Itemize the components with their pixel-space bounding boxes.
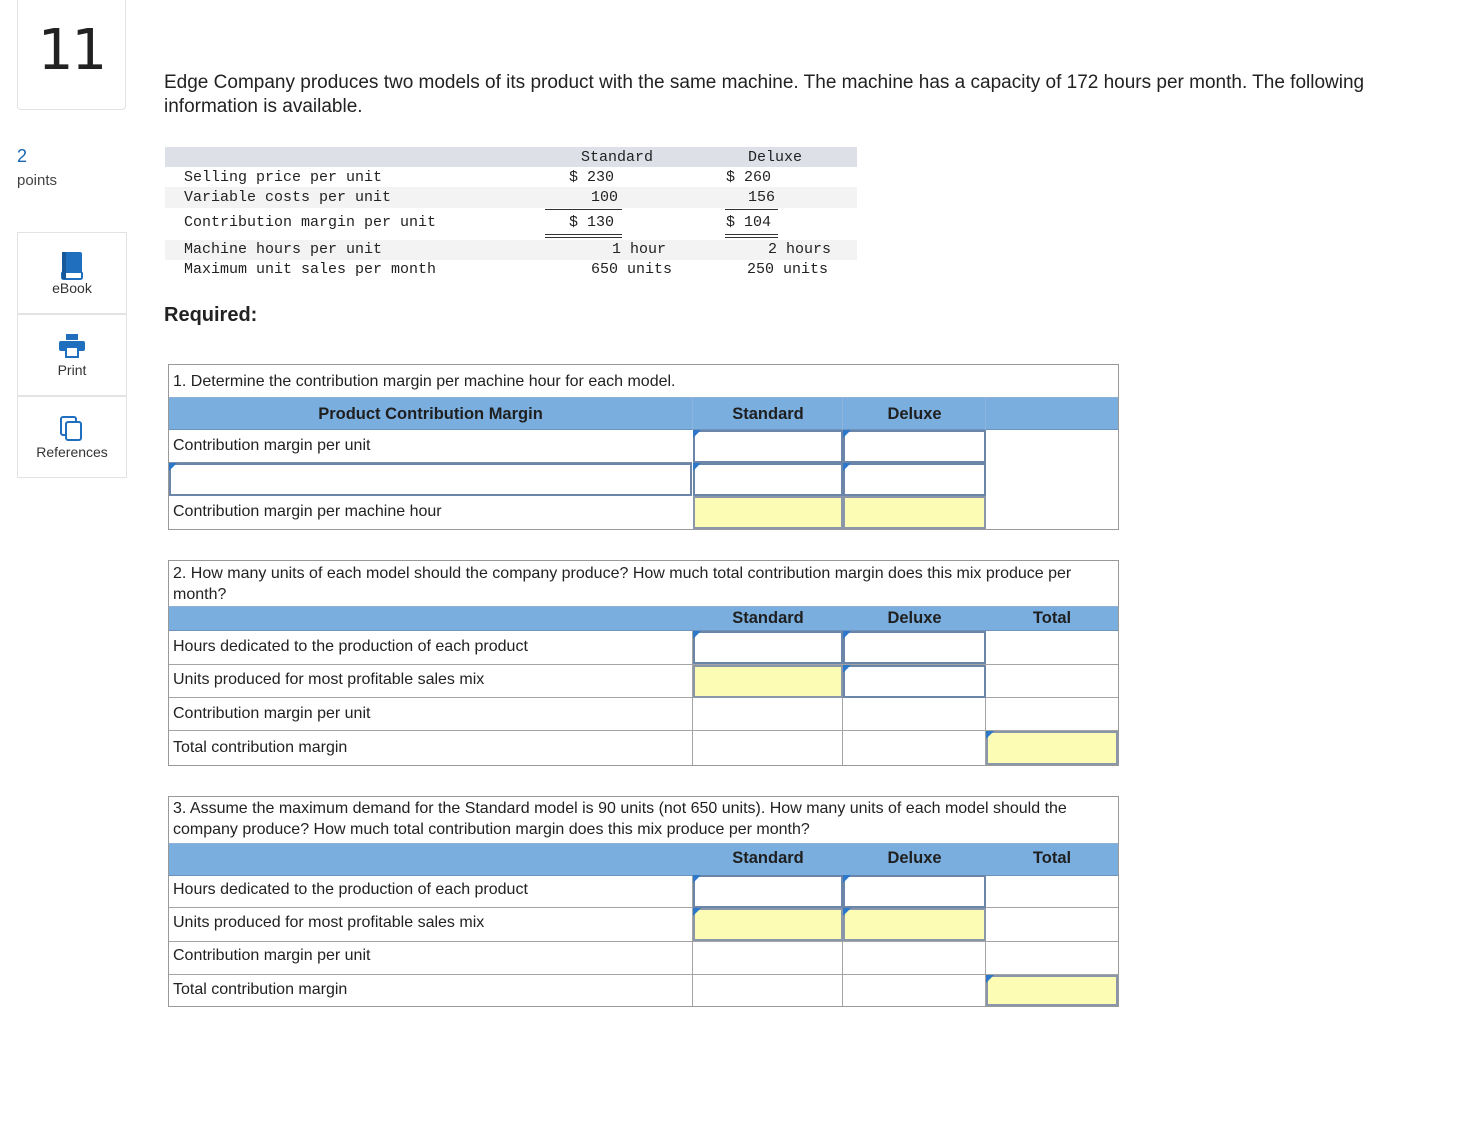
required-heading: Required:: [164, 304, 258, 326]
part2-row-label: Total contribution margin: [173, 739, 348, 756]
input-flag: [843, 908, 851, 916]
info-row-label: Selling price per unit: [184, 169, 383, 186]
input-flag: [693, 430, 701, 438]
part2-units-standard-input[interactable]: [693, 665, 843, 698]
part1-cm-unit-deluxe-input[interactable]: [843, 430, 986, 463]
input-flag: [693, 875, 701, 883]
input-flag: [693, 631, 701, 639]
input-flag: [986, 731, 994, 739]
part3-hours-deluxe-input[interactable]: [843, 875, 986, 908]
question-prompt: Edge Company produces two models of its product with the same machine. The machine has a capacity of 172 hours per month. The following information is available.: [164, 72, 1365, 117]
part3-header-deluxe: Deluxe: [887, 849, 942, 867]
part1-header-standard: Standard: [732, 405, 804, 423]
input-flag: [693, 908, 701, 916]
part2-header-total: Total: [1032, 609, 1072, 627]
print-button[interactable]: [17, 314, 127, 396]
part2-header-standard: Standard: [732, 609, 804, 627]
input-flag: [169, 463, 177, 471]
part3-panel: [168, 796, 1119, 1007]
underline: [545, 209, 622, 210]
references-label: References: [36, 444, 108, 460]
part1-row-label-input[interactable]: [169, 463, 692, 496]
info-value: 250 units: [747, 261, 829, 278]
divider: [842, 397, 843, 430]
row-divider: [169, 941, 1118, 942]
part2-total-cm-input[interactable]: [986, 731, 1118, 765]
points-label: points: [17, 172, 58, 189]
info-value: $ 104: [726, 214, 772, 231]
references-button[interactable]: [17, 396, 127, 478]
info-value: 100: [591, 189, 619, 206]
double-underline: [545, 237, 622, 238]
part3-row-label: Units produced for most profitable sales mix: [173, 914, 485, 931]
points-value: 2: [17, 146, 28, 166]
input-flag: [843, 631, 851, 639]
part2-panel: [168, 560, 1119, 766]
part2-units-deluxe-input[interactable]: [843, 665, 986, 698]
part3-hours-standard-input[interactable]: [693, 875, 843, 908]
info-value: $ 130: [569, 214, 615, 231]
ebook-label: eBook: [52, 280, 92, 296]
part1-header-bar: [169, 397, 1118, 430]
input-flag: [843, 430, 851, 438]
ebook-button[interactable]: [17, 232, 127, 314]
underline: [725, 209, 778, 210]
info-value: 1 hour: [612, 241, 667, 258]
part2-question: 2. How many units of each model should the company produce? How much total contribution margin does this mix produce per month?: [173, 565, 1072, 603]
part1-row-label: Contribution margin per unit: [173, 437, 371, 454]
info-row-label: Contribution margin per unit: [184, 214, 437, 231]
input-flag: [843, 875, 851, 883]
part2-header-deluxe: Deluxe: [887, 609, 942, 627]
part2-row-label: Hours dedicated to the production of each product: [173, 638, 528, 655]
info-value: 156: [748, 189, 776, 206]
part1-cm-hour-standard-input[interactable]: [693, 496, 843, 529]
part2-header-bar: [169, 606, 1118, 631]
divider: [985, 397, 986, 430]
info-col-standard: Standard: [581, 149, 654, 166]
part1-header-title: Product Contribution Margin: [318, 405, 543, 423]
part1-cm-unit-standard-input[interactable]: [693, 430, 843, 463]
print-label: Print: [57, 362, 87, 378]
info-col-deluxe: Deluxe: [748, 149, 803, 166]
part3-row-label: Total contribution margin: [173, 981, 348, 998]
part3-header-bar: [169, 843, 1118, 876]
input-flag: [986, 975, 994, 983]
part1-cm-hour-deluxe-input[interactable]: [843, 496, 986, 529]
part1-row-label: Contribution margin per machine hour: [173, 503, 442, 520]
input-flag: [843, 665, 851, 673]
part1-question: 1. Determine the contribution margin per machine hour for each model.: [173, 373, 676, 390]
part2-row-label: Units produced for most profitable sales mix: [173, 671, 485, 688]
double-underline: [545, 234, 622, 235]
input-flag: [843, 463, 851, 471]
question-number-box: [17, 0, 126, 110]
divider: [692, 397, 693, 430]
double-underline: [725, 237, 778, 238]
part3-header-total: Total: [1032, 849, 1072, 867]
info-row-label: Maximum unit sales per month: [184, 261, 437, 278]
info-row-label: Variable costs per unit: [184, 189, 392, 206]
info-value: $ 230: [569, 169, 615, 186]
part3-row-label: Hours dedicated to the production of each product: [173, 881, 528, 898]
row-divider: [169, 974, 1118, 975]
info-row-label: Machine hours per unit: [184, 241, 383, 258]
part3-header-standard: Standard: [732, 849, 804, 867]
question-number: 11: [37, 18, 106, 83]
part1-hours-standard-input[interactable]: [693, 463, 843, 496]
part1-header-deluxe: Deluxe: [887, 405, 942, 423]
info-value: $ 260: [726, 169, 772, 186]
info-value: 2 hours: [768, 241, 832, 258]
part2-hours-standard-input[interactable]: [693, 631, 843, 664]
part3-units-deluxe-input[interactable]: [843, 908, 986, 941]
part2-hours-deluxe-input[interactable]: [843, 631, 986, 664]
double-underline: [725, 234, 778, 235]
part2-row-label: Contribution margin per unit: [173, 705, 371, 722]
part3-total-cm-input[interactable]: [986, 975, 1118, 1006]
input-flag: [693, 463, 701, 471]
part3-row-label: Contribution margin per unit: [173, 947, 371, 964]
part3-units-standard-input[interactable]: [693, 908, 843, 941]
info-value: 650 units: [591, 261, 673, 278]
references-icon: [18, 415, 126, 443]
book-icon: [18, 251, 126, 279]
printer-icon: [18, 333, 126, 361]
part1-hours-deluxe-input[interactable]: [843, 463, 986, 496]
part1-panel: [168, 364, 1119, 530]
part3-question: 3. Assume the maximum demand for the Standard model is 90 units (not 650 units). How many units of each model should the company produce? How much total contribution margin does this mix produce per month?: [173, 800, 1067, 838]
row-divider: [169, 730, 1118, 731]
